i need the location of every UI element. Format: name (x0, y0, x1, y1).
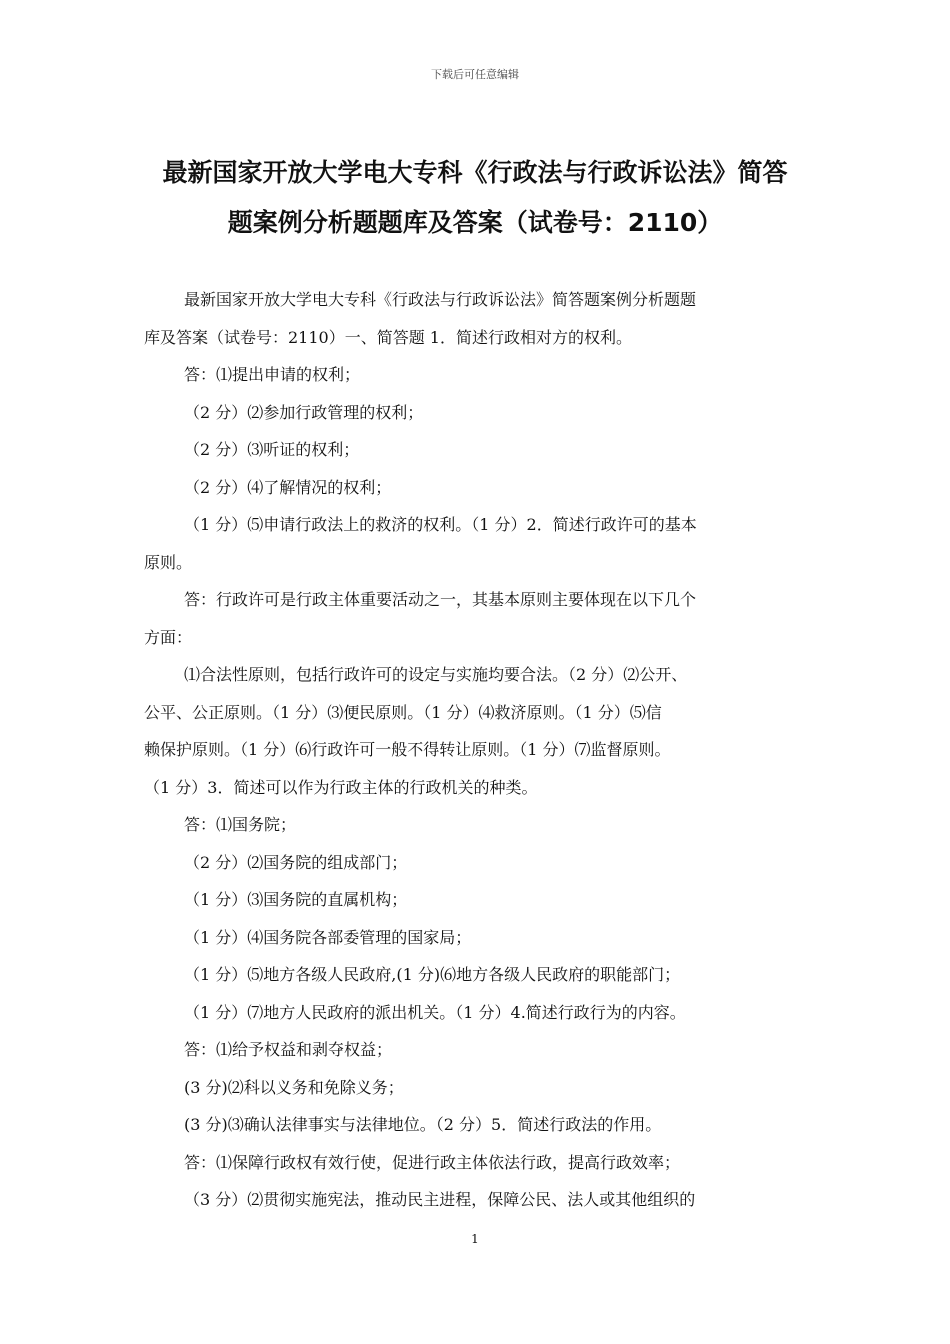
document-body (144, 281, 814, 1219)
body-line: 库及答案（试卷号：2110）一、简答题 1．简述行政相对方的权利。 (144, 327, 632, 347)
body-line: 赖保护原则。（1 分）⑹行政许可一般不得转让原则。（1 分）⑺监督原则。 (144, 740, 671, 759)
body-line: 原则。 (144, 552, 193, 572)
body-line: （3 分）⑵贯彻实施宪法，推动民主进程，保障公民、法人或其他组织的 (184, 1190, 696, 1209)
body-line: （2 分）⑷了解情况的权利； (184, 477, 392, 497)
body-line: （1 分）⑸地方各级人民政府,(1 分)⑹地方各级人民政府的职能部门； (184, 965, 681, 984)
title-line-1: 最新国家开放大学电大专科《行政法与行政诉讼法》简答 (162, 158, 788, 187)
body-line: （1 分）⑶国务院的直属机构； (184, 890, 408, 909)
body-line: ⑴合法性原则，包括行政许可的设定与实施均要合法。（2 分）⑵公开、 (184, 665, 688, 684)
body-line: （1 分）⑸申请行政法上的救济的权利。（1 分）2．简述行政许可的基本 (184, 515, 697, 534)
body-line: (3 分)⑶确认法律事实与法律地位。（2 分）5．简述行政法的作用。 (184, 1115, 662, 1134)
body-line: 方面： (144, 627, 193, 647)
body-line: 答：⑴保障行政权有效行使，促进行政主体依法行政，提高行政效率； (184, 1152, 681, 1172)
body-line: 公平、公正原则。（1 分）⑶便民原则。（1 分）⑷救济原则。（1 分）⑸信 (144, 702, 662, 722)
page-header: 下载后可任意编辑 (431, 68, 519, 81)
document-title (120, 148, 830, 248)
body-line: （2 分）⑵国务院的组成部门； (184, 852, 408, 872)
title-line-2: 题案例分析题题库及答案（试卷号：2110） (227, 208, 723, 237)
body-line: 答：⑴给予权益和剥夺权益； (184, 1040, 393, 1059)
body-line: （1 分）⑷国务院各部委管理的国家局； (184, 927, 472, 947)
body-line: （1 分）3．简述可以作为行政主体的行政机关的种类。 (144, 777, 538, 797)
body-line: （2 分）⑶听证的权利； (184, 440, 360, 459)
body-line: (3 分)⑵科以义务和免除义务； (184, 1077, 404, 1097)
body-line: 答：⑴国务院； (184, 815, 297, 834)
body-line: 答：⑴提出申请的权利； (184, 365, 361, 384)
body-line: 最新国家开放大学电大专科《行政法与行政诉讼法》简答题案例分析题题 (184, 290, 697, 309)
body-line: 答：行政许可是行政主体重要活动之一，其基本原则主要体现在以下几个 (184, 590, 697, 609)
body-line: （1 分）⑺地方人民政府的派出机关。（1 分）4.简述行政行为的内容。 (184, 1002, 686, 1022)
page-number: 1 (471, 1232, 479, 1246)
body-line: （2 分）⑵参加行政管理的权利； (184, 402, 424, 422)
